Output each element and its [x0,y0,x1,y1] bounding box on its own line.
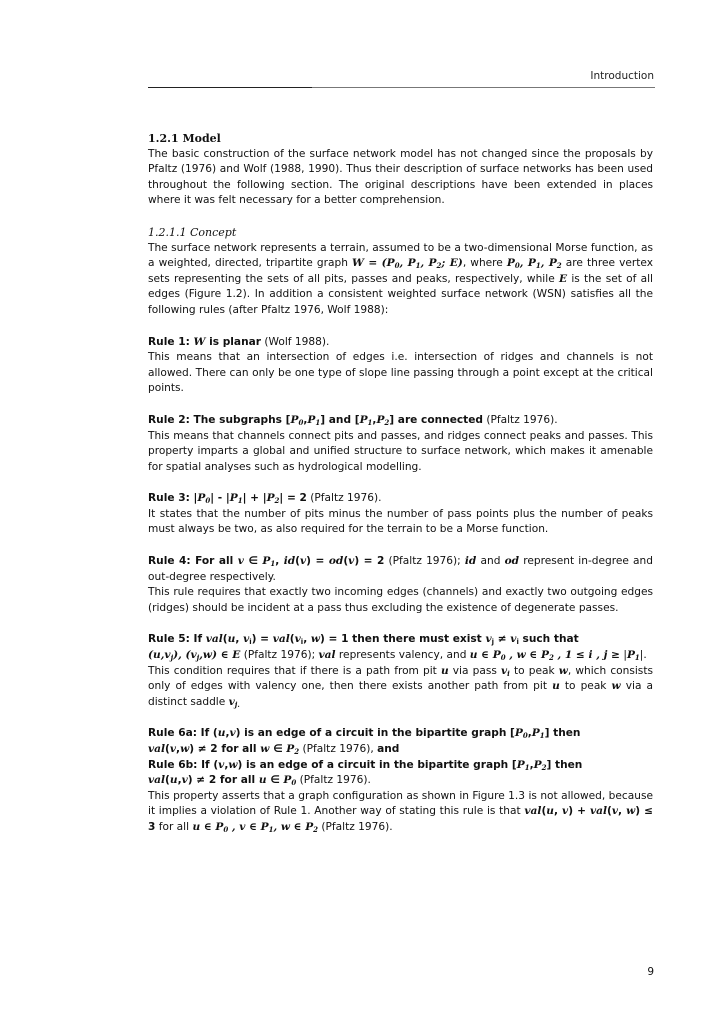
rule-1-citation: (Wolf 1988). [261,335,330,348]
rule-5-text: This condition requires that if there is a path from pit u via pass $v_i$ to peak w, which consists only of edges with valency one, then there exists another path from pit u to peak w via a distinct saddle $v_{j.}$ [148,664,654,709]
concept-text-b: , where [462,257,507,270]
rule-6-text-a: This property asserts that a graph configuration as shown in Figure 1.3 is not allowed, because it implies a violation of Rule 1. Another way of stating this rule is that [148,789,653,818]
rule-6a-heading: Rule 6a: If (u,v) is an edge of a circuit in the bipartite graph $[P_0,P_1]$ then [148,727,581,741]
edge-set: E [558,272,568,285]
in-degree-symbol: id [464,555,477,568]
concept-text-c: are three vertex sets representing the sets of all pits, passes and peaks, respectively, while [148,257,654,285]
rule-4-heading: Rule 4: For all v ∈ $P_1$, id(v) = od(v) = 2 (Pfaltz 1976); id and od represent in-degree and out-degree respectively. [148,555,653,583]
rule-4-and: and [476,555,505,568]
rule-6a-citation: (Pfaltz 1976), [299,743,378,755]
rule-6b-condition: val(u,v) ≠ 2 for all u ∈ $P_0$ (Pfaltz 1976). [148,774,371,788]
rule-5-text-b: via pass [448,664,501,677]
page-number: 9 [647,966,654,978]
body-text [148,131,653,836]
rule-5-text-a: This condition requires that if there is a path from pit [148,664,441,677]
rule-5-text-e: to peak [559,680,612,693]
rule-5-text-d: , which consists only of edges with valency one, then there exists another path from pit [148,664,654,693]
rule-5-text-f: via a distinct saddle [148,680,654,708]
concept-text-d: is the set of all edges (Figure 1.2). In addition a consistent weighted surface network (WSN) satisfies all the following rules (after Pfaltz 1976, Wolf 1988): [148,272,653,316]
rule-3-citation: (Pfaltz 1976). [306,492,382,505]
rule-6-text: This property asserts that a graph configuration as shown in Figure 1.3 is not allowed, because it implies a violation of Rule 1. Another way of stating this rule is that val(u, v) + val(v, w) ≤ 3 for all u ∈ $P_0$ , v ∈ $P_1$, w ∈ $P_2$ (Pfaltz 1976). [148,789,653,834]
rule-5-text-c: to peak [509,664,559,677]
rule-2-citation: (Pfaltz 1976). [483,413,558,426]
rule-6a-condition: val(v,w) ≠ 2 for all w ∈ $P_2$ (Pfaltz 1976), and [148,743,400,756]
rule-3-heading: Rule 3: $|P_0| - |P_1| + |P_2| = 2$ (Pfaltz 1976). [148,492,382,506]
section-heading: 1.2.1 Model [148,132,221,145]
rule-6-text-e: (Pfaltz 1976). [318,820,393,833]
rule-5-valency-text: represents valency, and [335,649,470,662]
rule-5-condition: $(u,v_j)$, $(v_j,w)$ ∈ E (Pfaltz 1976); val represents valency, and u ∈ $P_0$ , w ∈ $P_2$ , 1 ≤ i , $j \ge |P_1|$. [148,649,647,663]
rule-4-citation: (Pfaltz 1976); [384,555,465,568]
rule-2-text: This means that channels connect pits and passes, and ridges connect peaks and passes. This property imparts a global and unified structure to surface network, which makes it amenable for spatial analyses such as hydrological modelling. [148,429,653,473]
rule-4-definition: represent in-degree and out-degree respectively. [148,555,653,583]
header-rule-accent [148,87,312,88]
valency-symbol: val [318,649,336,662]
subsection-heading: 1.2.1.1 Concept [148,225,237,239]
concept-paragraph [148,241,653,319]
section-intro-paragraph: The basic construction of the surface network model has not changed since the proposals by Pfaltz (1976) and Wolf (1988, 1990). Thus their description of surface networks has been used throughout the following section. The original descriptions have been extended in places where it was felt necessary for a better comprehension. [148,147,653,207]
vertex-sets: $P_0$, $P_1$, $P_2$ [506,257,562,271]
rule-6-text-c: for all [155,820,193,833]
rule-3-text: It states that the number of pits minus the number of pass points plus the number of peaks must always be two, as also required for the terrain to be a Morse function. [148,507,653,536]
concept-text-a: The surface network represents a terrain, assumed to be a two-dimensional Morse function, as a weighted, directed, tripartite graph [148,241,653,270]
rule-1-text: This means that an intersection of edges i.e. intersection of ridges and channels is not allowed. There can only be one type of slope line passing through a point except at the critical points. [148,351,653,395]
rule-6a-and: and [377,743,400,755]
graph-formula: $W = (P_0$, $P_1$, $P_2$; E) [352,257,463,271]
running-header-title: Introduction [590,70,654,82]
rule-5-citation: (Pfaltz 1976); [240,649,319,662]
rule-2-heading: Rule 2: The subgraphs $[P_0,P_1]$ and $[P_1,P_2]$ are connected (Pfaltz 1976). [148,413,558,427]
rule-6b-citation: (Pfaltz 1976). [296,774,371,787]
rule-1-heading: Rule 1: W is planar (Wolf 1988). [148,335,330,348]
rule-5-heading: Rule 5: If val(u, $v_i) = val(v_i$, w) = 1 then there must exist $v_j \ne v_i$ such that [148,633,579,647]
rule-6b-heading: Rule 6b: If (v,w) is an edge of a circuit in the bipartite graph $[P_1,P_2]$ then [148,758,583,772]
rule-4-text: This rule requires that exactly two incoming edges (channels) and exactly two outgoing edges (ridges) should be incident at a pass thus excluding the existence of degenerate passes. [148,586,653,614]
out-degree-symbol: od [504,555,520,568]
